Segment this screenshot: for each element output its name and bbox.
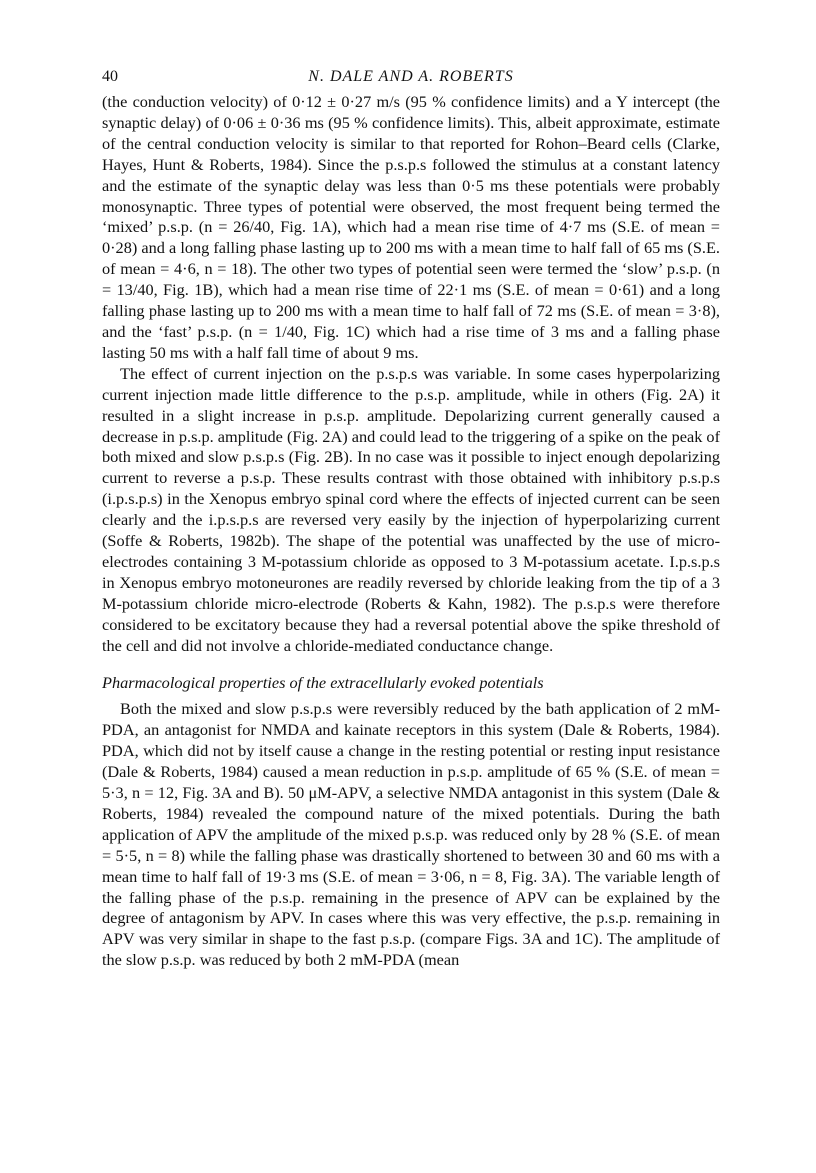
running-head: N. DALE AND A. ROBERTS (308, 68, 514, 85)
page-header (102, 66, 720, 92)
paragraph-current-injection: The effect of current injection on the p.s.p.s was variable. In some cases hyperpolarizing current injection made little difference to the p.s.p. amplitude, while in others (Fig. 2A) it resulted in a slight increase in p.s.p. amplitude. Depolarizing current generally caused a decrease in p.s.p. amplitude (Fig. 2A) and could lead to the triggering of a spike on the peak of both mixed and slow p.s.p.s (Fig. 2B). In no case was it possible to inject enough depolarizing current to reverse a p.s.p. These results contrast with those obtained with inhibitory p.s.p.s (i.p.s.p.s) in the Xenopus embryo spinal cord where the effects of injected current can be seen clearly and the i.p.s.p.s are reversed very easily by the injection of hyperpolarizing current (Soffe & Roberts, 1982b). The shape of the potential was unaffected by the use of micro-electrodes containing 3 M-potassium chloride as opposed to 3 M-potassium acetate. I.p.s.p.s in Xenopus embryo motoneurones are readily reversed by chloride leaking from the tip of a 3 M-potassium chloride micro-electrode (Roberts & Kahn, 1982). The p.s.p.s were therefore considered to be excitatory because they had a reversal potential above the spike threshold of the cell and did not involve a chloride-mediated conductance change. (102, 363, 720, 655)
page-number: 40 (102, 68, 118, 85)
section-gap (102, 656, 720, 673)
paragraph-pharmacology: Both the mixed and slow p.s.p.s were reversibly reduced by the bath application of 2 mM-PDA, an antagonist for NMDA and kainate receptors in this system (Dale & Roberts, 1984). PDA, which did not by itself cause a change in the resting potential or resting input resistance (Dale & Roberts, 1984) caused a mean reduction in p.s.p. amplitude of 65 % (S.E. of mean = 5·3, n = 12, Fig. 3A and B). 50 μM-APV, a selective NMDA antagonist in this system (Dale & Roberts, 1984) revealed the compound nature of the mixed potentials. During the bath application of APV the amplitude of the mixed p.s.p. was reduced only by 28 % (S.E. of mean = 5·5, n = 8) while the falling phase was drastically shortened to between 30 and 60 ms with a mean time to half fall of 19·3 ms (S.E. of mean = 3·06, n = 8, Fig. 3A). The variable length of the falling phase of the p.s.p. remaining in the presence of APV can be explained by the degree of antagonism by APV. In cases where this was very effective, the p.s.p. remaining in APV was very similar in shape to the fast p.s.p. (compare Figs. 3A and 1C). The amplitude of the slow p.s.p. was reduced by both 2 mM-PDA (mean (102, 699, 720, 970)
paragraph-conduction-velocity: (the conduction velocity) of 0·12 ± 0·27 m/s (95 % confidence limits) and a Y intercept (the synaptic delay) of 0·06 ± 0·36 ms (95 % confidence limits). This, albeit approximate, estimate of the central conduction velocity is similar to that reported for Rohon–Beard cells (Clarke, Hayes, Hunt & Roberts, 1984). Since the p.s.p.s followed the stimulus at a constant latency and the estimate of the synaptic delay was less than 0·5 ms these potentials were probably monosynaptic. Three types of potential were observed, the most frequent being termed the ‘mixed’ p.s.p. (n = 26/40, Fig. 1A), which had a mean rise time of 4·7 ms (S.E. of mean = 0·28) and a long falling phase lasting up to 200 ms with a mean time to half fall of 65 ms (S.E. of mean = 4·6, n = 18). The other two types of potential seen were termed the ‘slow’ p.s.p. (n = 13/40, Fig. 1B), which had a mean rise time of 22·1 ms (S.E. of mean = 0·61) and a long falling phase lasting up to 200 ms with a mean time to half fall of 72 ms (S.E. of mean = 3·8), and the ‘fast’ p.s.p. (n = 1/40, Fig. 1C) which had a rise time of 3 ms and a falling phase lasting 50 ms with a half fall time of about 9 ms. (102, 92, 720, 362)
section-heading: Pharmacological properties of the extracellularly evoked potentials (102, 673, 544, 693)
page (102, 66, 720, 971)
